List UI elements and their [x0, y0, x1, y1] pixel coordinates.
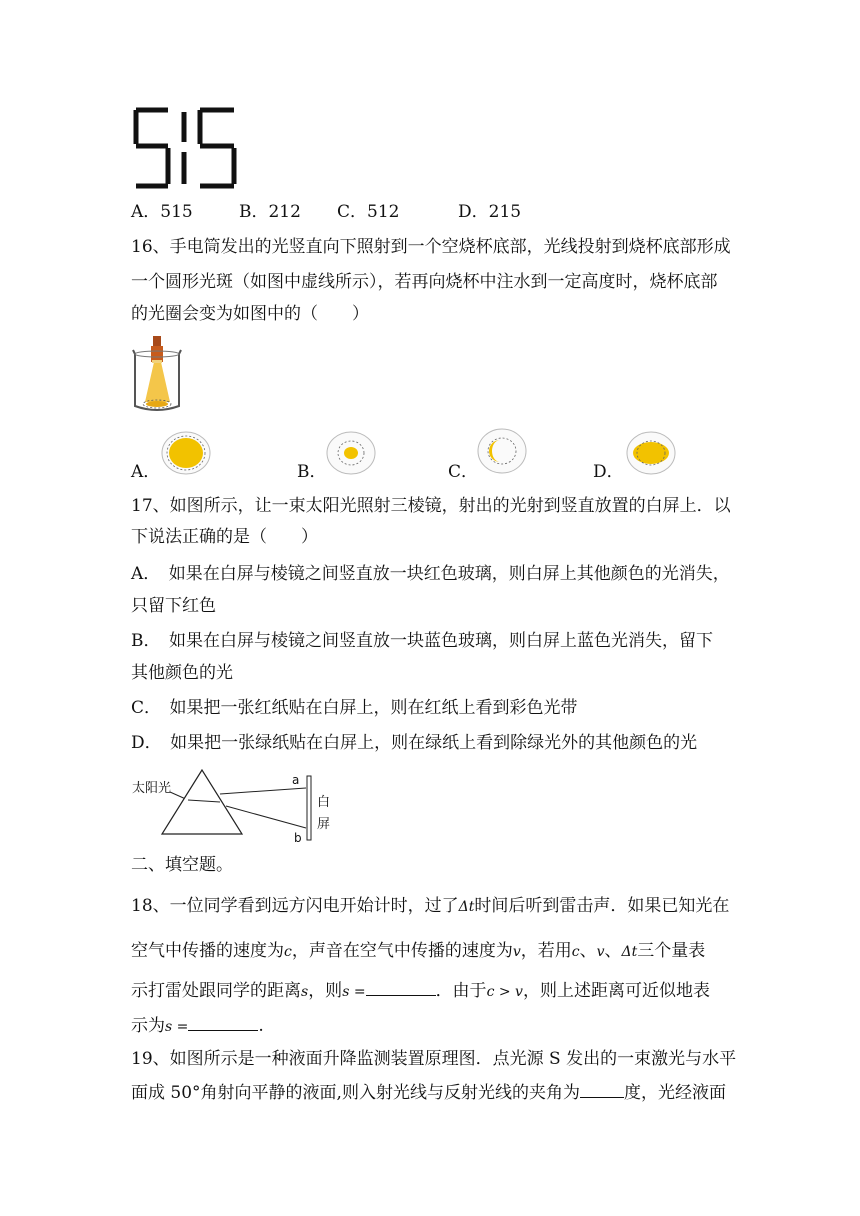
- q18-text-4a: 示为: [131, 1016, 165, 1036]
- q16-option-c-figure: [476, 427, 528, 475]
- q17-option-a-line-1: A． 如果在白屏与棱镜之间竖直放一块红色玻璃，则白屏上其他颜色的光消失，: [131, 564, 730, 584]
- q18-delta-t-2: Δt: [621, 944, 638, 960]
- q18-line-1: [131, 896, 729, 917]
- q18-var-s: s: [301, 984, 309, 1000]
- prism-label-a: a: [292, 773, 300, 787]
- q16-option-b-label: B．: [297, 462, 327, 482]
- q18-text-2a: 空气中传播的速度为: [131, 941, 284, 961]
- q18-line-3: [131, 979, 710, 1002]
- q15-option-b: B．212: [239, 202, 301, 222]
- q16-option-c-label: C．: [448, 462, 479, 482]
- q19-line-1: 19、如图所示是一种液面升降监测装置原理图．点光源 S 发出的一束激光与水平: [131, 1049, 737, 1069]
- q17-option-a-line-2: 只留下红色: [131, 596, 216, 616]
- q15-option-d: D．215: [458, 202, 522, 222]
- q16-line-1: 16、手电筒发出的光竖直向下照射到一个空烧杯底部，光线投射到烧杯底部形成: [131, 237, 731, 257]
- q18-text-4b: .: [258, 1016, 264, 1036]
- q19-line-2: [131, 1081, 726, 1103]
- prism-figure: [130, 762, 340, 846]
- q17-line-2: 下说法正确的是（ ）: [131, 527, 318, 547]
- q18-eq-s-2: s =: [165, 1019, 189, 1035]
- q18-text-3c: ．由于: [435, 981, 487, 1001]
- q18-text-1b: 时间后听到雷击声．如果已知光在: [474, 896, 730, 916]
- q18-blank-1[interactable]: [366, 979, 436, 996]
- q17-option-c: C． 如果把一张红纸贴在白屏上，则在红纸上看到彩色光带: [131, 698, 578, 718]
- q18-text-1a: 18、一位同学看到远方闪电开始计时，过了: [131, 896, 459, 916]
- prism-sun-label: 太阳光: [132, 781, 172, 796]
- q18-text-3a: 示打雷处跟同学的距离: [131, 981, 301, 1001]
- q18-var-v: v: [512, 944, 521, 960]
- q18-var-c-2: c: [571, 944, 580, 960]
- screen-label-1: 白: [317, 795, 331, 810]
- q18-text-2c: ，若用: [520, 941, 572, 961]
- q18-text-2d: 三个量表: [637, 941, 706, 961]
- q18-sep-2: 、: [604, 941, 622, 961]
- q16-option-d-label: D．: [593, 462, 624, 482]
- q17-option-d: D． 如果把一张绿纸贴在白屏上，则在绿纸上看到除绿光外的其他颜色的光: [131, 733, 698, 753]
- matchstick-digits-figure: [130, 104, 242, 194]
- q18-sep-1: 、: [579, 941, 597, 961]
- q18-var-v-2: v: [596, 944, 605, 960]
- q16-option-d-figure: [625, 430, 677, 476]
- q16-option-a-label: A．: [131, 462, 161, 482]
- q18-text-3b: ，则: [308, 981, 343, 1001]
- q16-option-b-figure: [325, 430, 377, 476]
- q16-option-a-figure: [160, 430, 212, 476]
- prism-label-b: b: [294, 831, 302, 845]
- q19-blank-1[interactable]: [580, 1081, 624, 1098]
- q18-line-2: [131, 941, 705, 962]
- screen-label-2: 屏: [317, 817, 331, 832]
- q18-eq-s: s =: [342, 984, 366, 1000]
- q18-line-4: [131, 1014, 264, 1037]
- q19-text-2a: 面成 50°角射向平静的液面,则入射光线与反射光线的夹角为: [131, 1083, 580, 1103]
- section-2-title: 二、填空题。: [131, 855, 233, 875]
- q15-option-a: A．515: [131, 202, 193, 222]
- q17-option-b-line-2: 其他颜色的光: [131, 663, 233, 683]
- q16-line-2: 一个圆形光斑（如图中虚线所示），若再向烧杯中注水到一定高度时，烧杯底部: [131, 272, 718, 292]
- q16-line-3: 的光圈会变为如图中的（ ）: [131, 304, 369, 324]
- q17-option-b-line-1: B． 如果在白屏与棱镜之间竖直放一块蓝色玻璃，则白屏上蓝色光消失，留下: [131, 631, 713, 651]
- q17-line-1: 17、如图所示，让一束太阳光照射三棱镜，射出的光射到竖直放置的白屏上．以: [131, 496, 731, 516]
- q18-text-3d: ，则上述距离可近似地表: [522, 981, 710, 1001]
- q18-c-gt-v: c > v: [486, 984, 523, 1000]
- q18-var-c: c: [284, 944, 292, 960]
- q19-text-2b: 度，光经液面: [623, 1083, 726, 1103]
- q18-blank-2[interactable]: [188, 1014, 258, 1031]
- q18-delta-t: Δt: [458, 899, 475, 915]
- beaker-flashlight-figure: [130, 334, 184, 414]
- q15-option-c: C．512: [337, 202, 400, 222]
- q18-text-2b: ，声音在空气中传播的速度为: [291, 941, 513, 961]
